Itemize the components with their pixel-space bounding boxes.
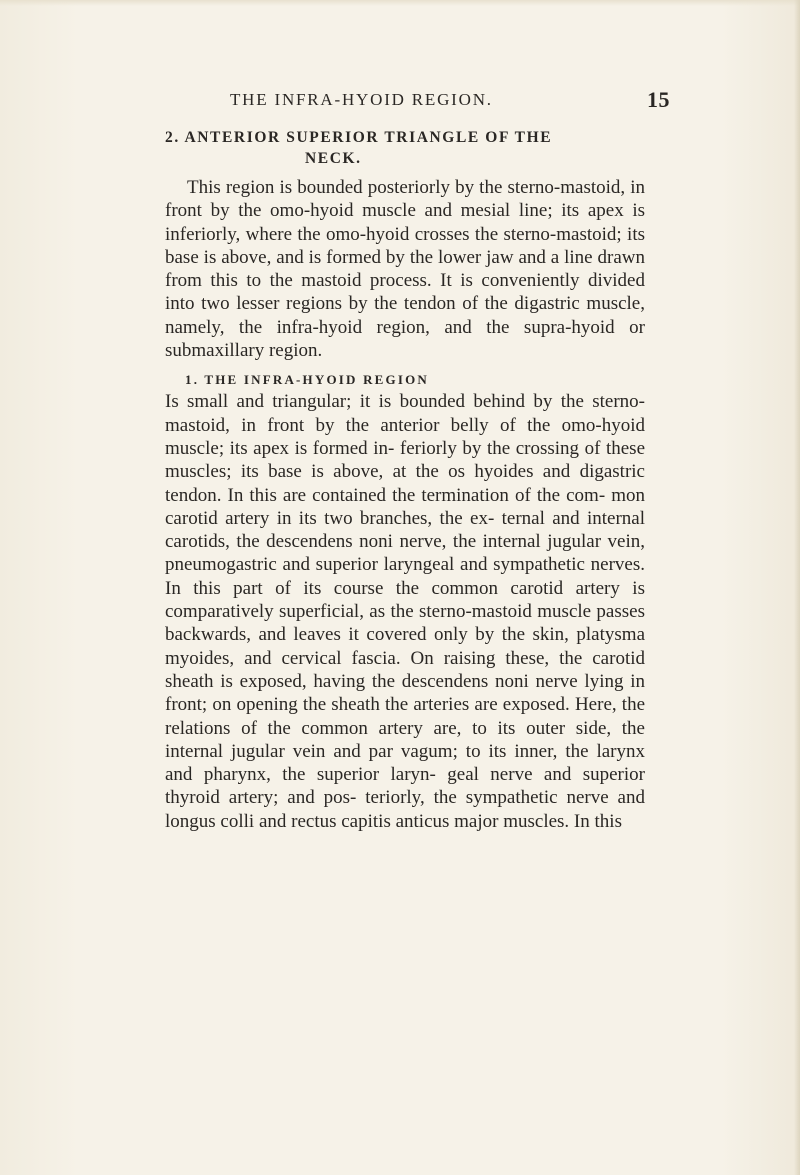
section-heading-line2: NECK. <box>305 150 362 167</box>
page-right-edge <box>794 0 800 1175</box>
subsection-heading: 1. THE INFRA-HYOID REGION <box>185 372 430 388</box>
page-number: 15 <box>647 87 670 112</box>
section-heading-line1: 2. ANTERIOR SUPERIOR TRIANGLE OF THE <box>165 129 553 146</box>
subsection-paragraph: Is small and triangular; it is bounded behind by the sterno-mastoid, in front by the anterior belly of the omo-hyoid muscle; its apex is formed in- feriorly by the crossing of these muscles; its base is above, at the os hyoides and digastric tendon. In this are contained the termination of the com- mon carotid artery in its two branches, the ex- ternal and internal carotids, the descendens noni nerve, the internal jugular vein, pneumogastric and superior laryngeal and sympathetic nerves. In this part of its course the common carotid artery is comparatively superficial, as the sterno-mastoid muscle passes backwards, and leaves it covered only by the skin, platysma myoides, and cervical fascia. On raising these, the carotid sheath is exposed, having the descendens noni nerve lying in front; on opening the sheath the arteries are exposed. Here, the relations of the common artery are, to its outer side, the internal jugular vein and par vagum; to its inner, the larynx and pharynx, the superior laryn- geal nerve and superior thyroid artery; and pos- teriorly, the sympathetic nerve and longus colli and rectus capitis anticus major muscles. In this <box>165 391 645 832</box>
page-body <box>165 128 645 833</box>
section-paragraph: This region is bounded posteriorly by the sterno-mastoid, in front by the omo-hyoid muscle and mesial line; its apex is inferiorly, where the omo-hyoid crosses the sterno-mastoid; its base is above, and is formed by the lower jaw and a line drawn from this to the mastoid process. It is conveniently divided into two lesser regions by the tendon of the digastric muscle, namely, the infra-hyoid region, and the supra-hyoid or submaxillary region. <box>165 177 645 362</box>
page-top-edge <box>0 0 800 6</box>
section-heading <box>165 128 645 168</box>
running-head: THE INFRA-HYOID REGION. <box>230 90 493 109</box>
page-header <box>230 87 670 120</box>
